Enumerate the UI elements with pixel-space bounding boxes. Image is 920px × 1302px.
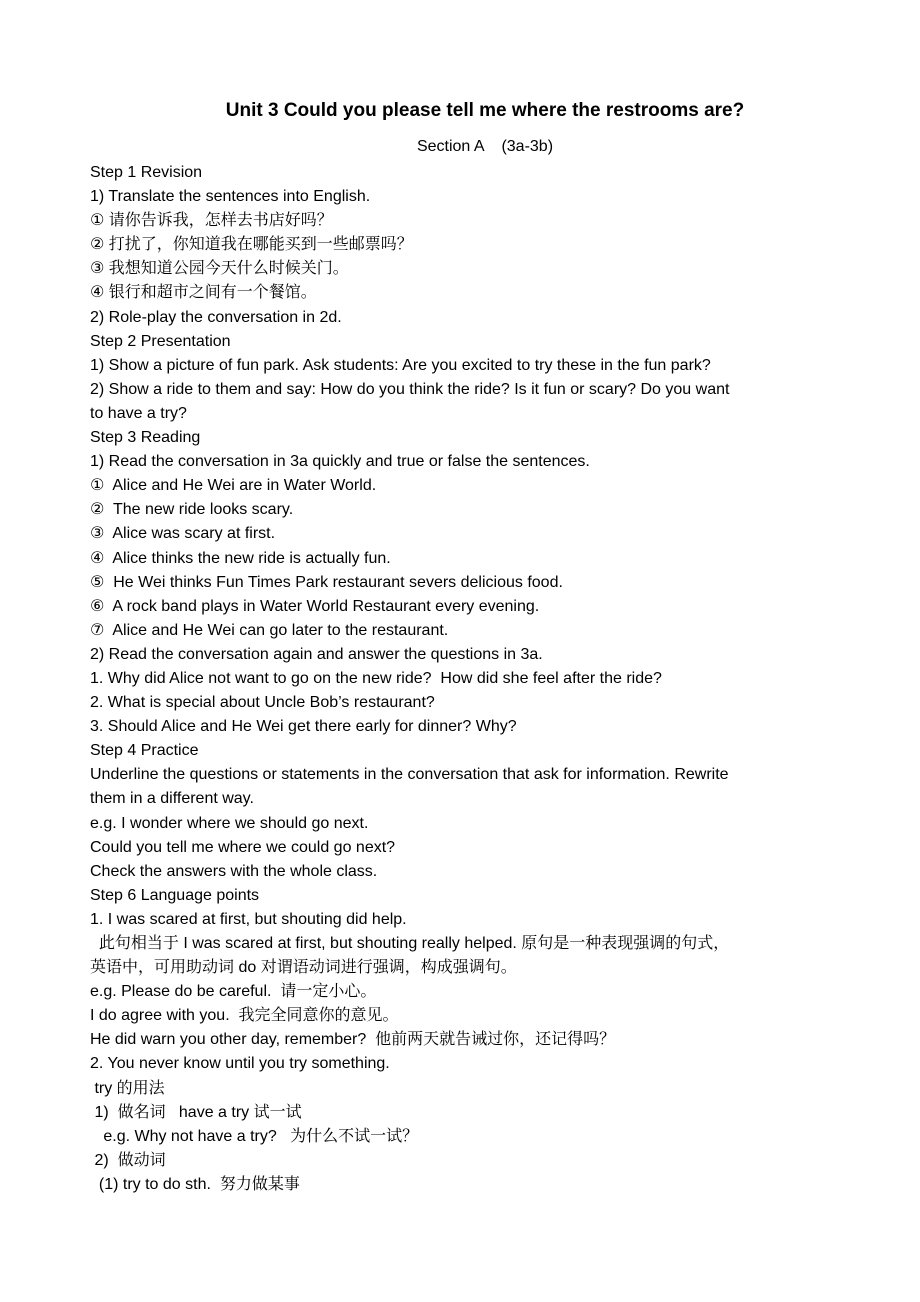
document-body — [90, 161, 880, 1197]
text-line: 2) Read the conversation again and answer the questions in 3a. — [90, 645, 543, 663]
document-subtitle: Section A (3a-3b) — [416, 138, 554, 155]
text-line: ⑥ A rock band plays in Water World Restaurant every evening. — [90, 597, 540, 615]
text-line: Step 3 Reading — [90, 429, 201, 447]
text-line: Check the answers with the whole class. — [90, 862, 378, 880]
text-line: Step 1 Revision — [90, 164, 203, 181]
text-line: 1) Show a picture of fun park. Ask students: Are you excited to try these in the fun park? — [90, 356, 711, 374]
text-line: Step 6 Language points — [90, 886, 260, 904]
text-line: ④ Alice thinks the new ride is actually fun. — [90, 549, 391, 567]
text-line: He did warn you other day, remember? 他前两天就告诫过你，还记得吗？ — [90, 1031, 616, 1049]
text-line: try 的用法 — [90, 1079, 165, 1097]
text-line: e.g. Why not have a try? 为什么不试一试？ — [90, 1127, 419, 1145]
text-line: I do agree with you. 我完全同意你的意见。 — [90, 1007, 399, 1025]
text-line: ⑦ Alice and He Wei can go later to the restaurant. — [90, 621, 449, 639]
text-line: 2. What is special about Uncle Bob’s restaurant? — [90, 694, 435, 712]
text-line: 2) 做动词 — [90, 1151, 166, 1169]
text-line: ① 请你告诉我，怎样去书店好吗？ — [90, 212, 333, 230]
text-line: 此句相当于 I was scared at first, but shouting really helped. 原句是一种表现强调的句式， — [90, 935, 730, 952]
text-line: Step 4 Practice — [90, 742, 199, 760]
text-line: ④ 银行和超市之间有一个餐馆。 — [90, 284, 317, 302]
text-line: 1) Read the conversation in 3a quickly and true or false the sentences. — [90, 453, 590, 471]
text-line: Underline the questions or statements in the conversation that ask for information. Rewrite — [90, 766, 729, 784]
text-line: ② 打扰了，你知道我在哪能买到一些邮票吗？ — [90, 236, 413, 254]
text-line: Step 2 Presentation — [90, 332, 231, 350]
text-line: (1) try to do sth. 努力做某事 — [90, 1175, 300, 1193]
text-line: e.g. Please do be careful. 请一定小心。 — [90, 983, 377, 1001]
text-line: 英语中，可用助动词 do 对谓语动词进行强调，构成强调句。 — [90, 959, 517, 977]
text-line: 2) Role-play the conversation in 2d. — [90, 308, 342, 326]
text-line: 1. Why did Alice not want to go on the new ride? How did she feel after the ride? — [90, 669, 662, 687]
text-line: 3. Should Alice and He Wei get there early for dinner? Why? — [90, 718, 517, 736]
text-line: to have a try? — [90, 404, 187, 422]
text-line: ② The new ride looks scary. — [90, 501, 294, 519]
document-title: Unit 3 Could you please tell me where the restrooms are? — [225, 100, 745, 121]
text-line: them in a different way. — [90, 790, 254, 808]
text-line: 1. I was scared at first, but shouting did help. — [90, 910, 407, 928]
text-line: 1) Translate the sentences into English. — [90, 188, 371, 206]
text-line: ③ 我想知道公园今天什么时候关门。 — [90, 260, 349, 278]
text-line: 2. You never know until you try something. — [90, 1055, 390, 1073]
text-line: ⑤ He Wei thinks Fun Times Park restaurant severs delicious food. — [90, 573, 563, 591]
text-line: ③ Alice was scary at first. — [90, 525, 276, 543]
text-line: 1) 做名词 have a try 试一试 — [90, 1103, 302, 1121]
text-line: Could you tell me where we could go next? — [90, 838, 396, 856]
text-line: 2) Show a ride to them and say: How do you think the ride? Is it fun or scary? Do you want — [90, 380, 730, 398]
text-line: e.g. I wonder where we should go next. — [90, 814, 369, 832]
text-line: ① Alice and He Wei are in Water World. — [90, 477, 377, 495]
